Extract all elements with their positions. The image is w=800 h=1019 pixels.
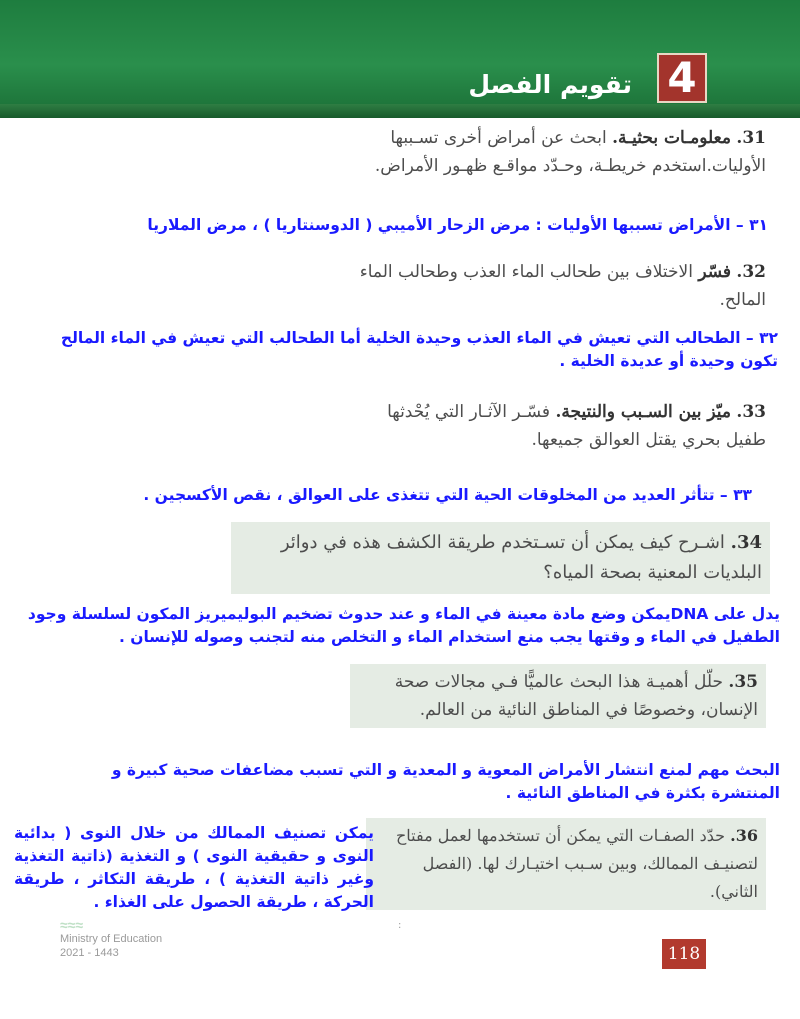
ministry-logo-icon: ≈≈≈ xyxy=(60,917,84,933)
answer-36: يمكن تصنيف الممالك من خلال النوى ( بدائية النوى و حقيقية النوى ) و التغذية (ذاتية التغذية وغير ذاتية التغذية ) ، طريقة التكاثر ، طريقة الحركة ، طريقة الحصول على الغذاء . xyxy=(14,824,374,911)
answer-33: ٣٣ – تتأثر العديد من المخلوقات الحية التي تتغذى على العوالق ، نقص الأكسجين . xyxy=(143,486,752,504)
question-lead: فسّر xyxy=(698,262,731,282)
question-number: 32. xyxy=(736,262,766,282)
answer-34: يدل على DNAيمكن وضع مادة معينة في الماء و عند حدوث تضخيم البوليميريز المكون لسلسلة وجود الطفيل في الماء و وقتها يجب منع استخدام الماء و التخلص منه لتجنب وصوله للإنسان . xyxy=(27,605,780,646)
answer-31: ٣١ – الأمراض تسببها الأوليات : مرض الزحار الأميبي ( الدوسنتاريا ) ، مرض الملاريا xyxy=(147,216,768,234)
question-text: الاختلاف بين طحالب الماء العذب وطحالب الماء المالح. xyxy=(359,262,766,310)
question-number: 34. xyxy=(730,532,762,553)
question-text: اشـرح كيف يمكن أن تسـتخدم طريقة الكشف هذه في دوائر البلديات المعنية بصحة المياه؟ xyxy=(280,532,762,583)
question-33 xyxy=(346,398,766,454)
question-lead: معلومـات بحثيـة. xyxy=(612,128,731,148)
question-number: 36. xyxy=(730,826,758,845)
question-number: 33. xyxy=(736,402,766,422)
question-text: حدّد الصفـات التي يمكن أن تستخدمها لعمل مفتاح لتصنيـف الممالك، وبين سـبب اختيـارك لها. (الفصل الثاني). xyxy=(395,826,758,901)
question-lead: ميّز بين السـبب والنتيجة. xyxy=(555,402,731,422)
question-32 xyxy=(346,258,766,314)
page-number: 118 xyxy=(662,939,706,969)
ministry-watermark xyxy=(60,918,162,960)
banner-strip xyxy=(0,104,800,118)
chapter-title: تقويم الفصل xyxy=(468,70,632,99)
question-34 xyxy=(231,522,770,594)
question-35 xyxy=(350,664,766,728)
question-31 xyxy=(346,124,766,180)
watermark-year: 2021 - 1443 xyxy=(60,947,119,959)
question-text: فسّـر الآثـار التي يُحْدثها طفيل بحري يقتل العوالق جميعها. xyxy=(387,402,766,450)
answer-35: البحث مهم لمنع انتشار الأمراض المعوية و المعدية و التي تسبب مضاعفات صحية كبيرة و المنتشرة بكثرة في المناطق النائية . xyxy=(111,761,780,802)
question-text: ابحث عن أمراض أخرى تسـببها الأوليات.استخدم خريطـة، وحـدّد مواقـع ظهـور الأمراض. xyxy=(374,128,766,176)
watermark-ministry-text: Ministry of Education xyxy=(60,933,163,945)
question-36 xyxy=(366,818,766,910)
answer-32: ٣٢ – الطحالب التي تعيش في الماء العذب وحيدة الخلية أما الطحالب التي تعيش في الماء المالح تكون وحيدة أو عديدة الخلية . xyxy=(60,329,778,370)
question-text: حلّل أهميـة هذا البحث عالميًّا فـي مجالات صحة الإنسان، وخصوصًا في المناطق النائية من العالم. xyxy=(394,672,758,720)
question-number: 31. xyxy=(736,128,766,148)
question-number: 35. xyxy=(728,672,758,692)
footer-colon: : xyxy=(398,920,402,931)
chapter-number-badge: 4 xyxy=(657,53,707,103)
